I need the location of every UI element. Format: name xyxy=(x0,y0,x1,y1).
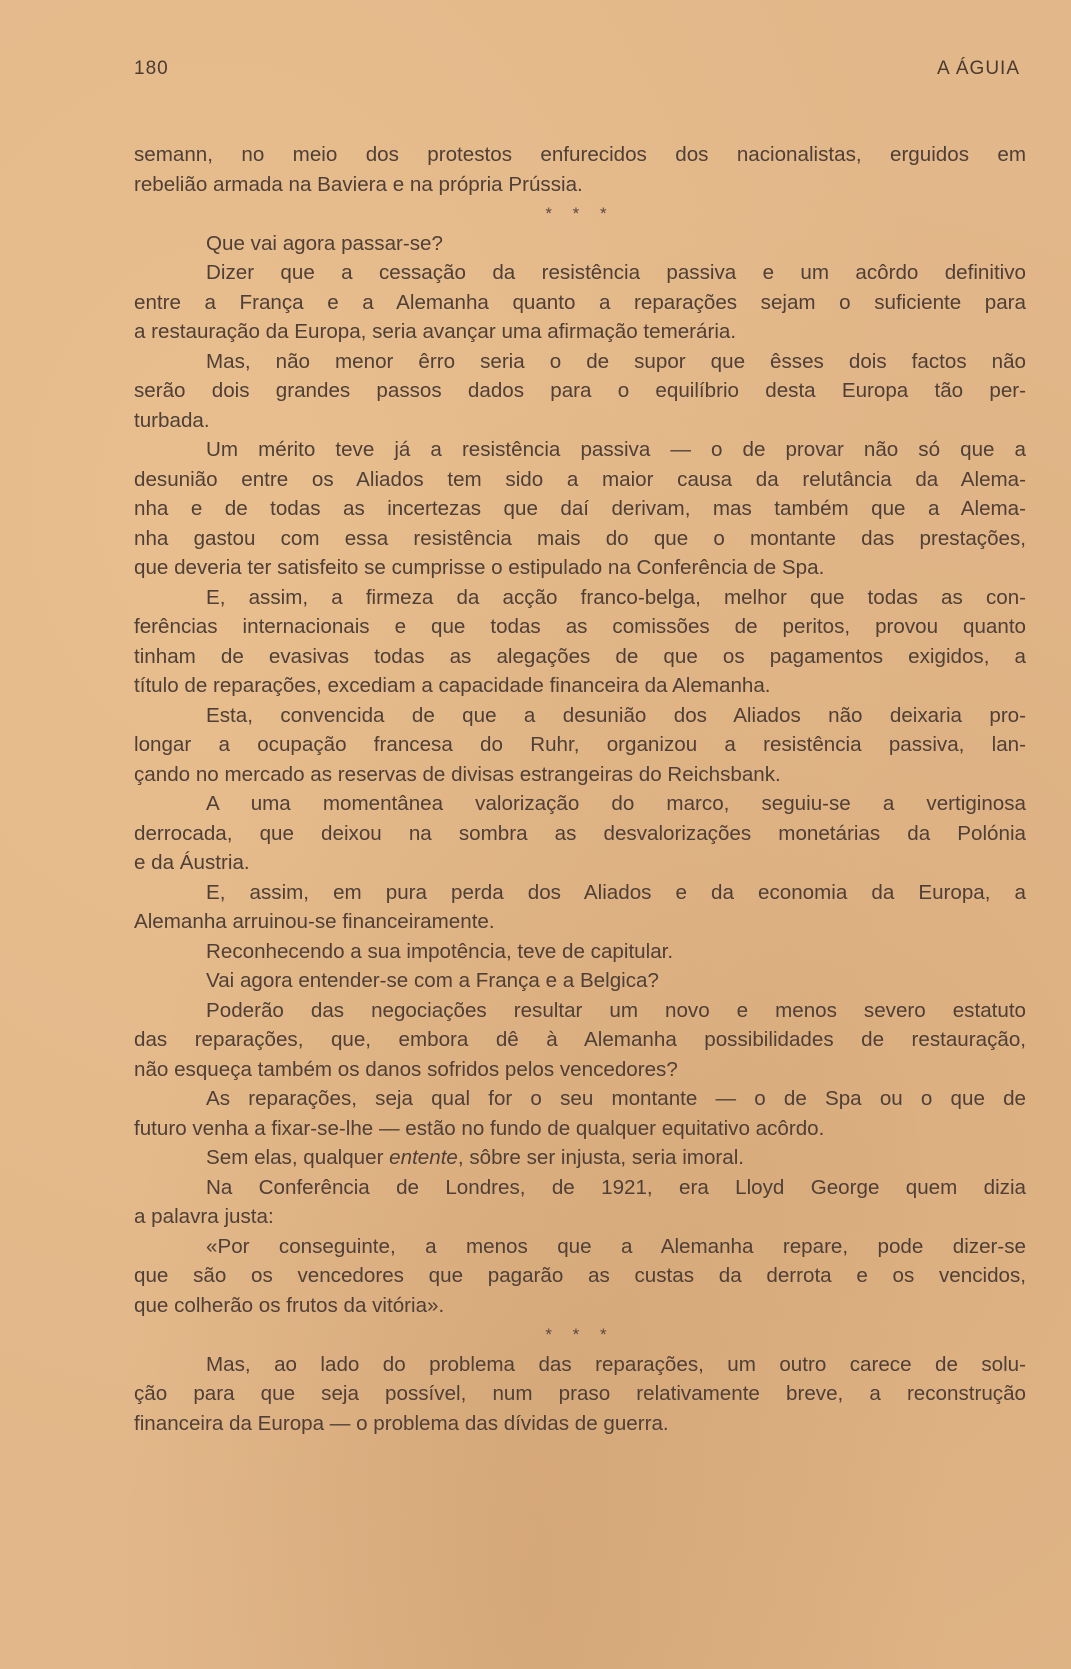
section-separator: * * * xyxy=(545,204,615,223)
text-line: Vai agora entender-se com a França e a Belgica? xyxy=(206,969,659,992)
paragraph xyxy=(134,1173,1026,1232)
paragraph xyxy=(134,701,1026,790)
paragraph xyxy=(134,878,1026,937)
text-line: longar a ocupação francesa do Ruhr, organizou a resistência passiva, lan- xyxy=(134,733,1026,756)
text-line: turbada. xyxy=(134,408,210,432)
text-line: que são os vencedores que pagarão as custas da derrota e os vencidos, xyxy=(134,1264,1026,1287)
text-line: Um mérito teve já a resistência passiva — o de provar não só que a xyxy=(206,438,1026,461)
paragraph xyxy=(134,966,1026,996)
text-line: ção para que seja possível, num praso relativamente breve, a reconstrução xyxy=(134,1382,1026,1405)
article-body xyxy=(134,140,1026,1438)
text-line: «Por conseguinte, a menos que a Alemanha repare, pode dizer-se xyxy=(206,1234,1026,1258)
text-line: A uma momentânea valorização do marco, seguiu-se a vertiginosa xyxy=(206,792,1026,815)
paragraph xyxy=(134,937,1026,967)
text-line: desunião entre os Aliados tem sido a maior causa da relutância da Alema- xyxy=(134,467,1026,491)
text-line: Reconhecendo a sua impotência, teve de capitular. xyxy=(206,939,674,963)
text-line: E, assim, a firmeza da acção franco-belga, melhor que todas as con- xyxy=(206,585,1026,609)
text-line: a restauração da Europa, seria avançar uma afirmação temerária. xyxy=(134,320,737,343)
text-line: das reparações, que, embora dê à Alemanha possibilidades de restauração, xyxy=(134,1028,1026,1051)
text-line: ferências internacionais e que todas as comissões de peritos, provou quanto xyxy=(134,615,1026,638)
text-line: çando no mercado as reservas de divisas estrangeiras do Reichsbank. xyxy=(134,762,781,786)
text-line: serão dois grandes passos dados para o equilíbrio desta Europa tão per- xyxy=(134,379,1026,402)
text-line: nha e de todas as incertezas que daí derivam, mas também que a Alema- xyxy=(134,497,1026,520)
paragraph xyxy=(134,229,1026,259)
text-line: e da Áustria. xyxy=(134,851,250,874)
text-line: Na Conferência de Londres, de 1921, era Lloyd George quem dizia xyxy=(206,1175,1026,1199)
paragraph xyxy=(134,258,1026,347)
text-line: As reparações, seja qual for o seu montante — o de Spa ou o que de xyxy=(206,1087,1026,1110)
text-line: Sem elas, qualquer entente, sôbre ser injusta, seria imoral. xyxy=(206,1146,745,1169)
paragraph xyxy=(134,583,1026,701)
text-line: rebelião armada na Baviera e na própria Prússia. xyxy=(134,172,583,196)
text-line: Mas, ao lado do problema das reparações, um outro carece de solu- xyxy=(206,1352,1026,1376)
text-line: Dizer que a cessação da resistência passiva e um acôrdo definitivo xyxy=(206,261,1026,284)
paragraph xyxy=(134,789,1026,878)
paragraph xyxy=(134,435,1026,583)
paragraph xyxy=(134,1350,1026,1439)
running-head xyxy=(134,58,1020,88)
text-line: entre a França e a Alemanha quanto a reparações sejam o suficiente para xyxy=(134,290,1026,314)
text-line: E, assim, em pura perda dos Aliados e da economia da Europa, a xyxy=(206,880,1026,904)
text-line: tinham de evasivas todas as alegações de que os pagamentos exigidos, a xyxy=(134,644,1026,668)
text-line: que deveria ter satisfeito se cumprisse o estipulado na Conferência de Spa. xyxy=(134,556,825,579)
text-line: derrocada, que deixou na sombra as desvalorizações monetárias da Polónia xyxy=(134,821,1026,845)
text-line: Poderão das negociações resultar um novo e menos severo estatuto xyxy=(206,998,1026,1022)
text-line: Alemanha arruinou-se financeiramente. xyxy=(134,910,495,933)
text-line: título de reparações, excediam a capacidade financeira da Alemanha. xyxy=(134,674,771,697)
text-line: a palavra justa: xyxy=(134,1205,274,1228)
paragraph xyxy=(134,1143,1026,1173)
paragraph xyxy=(134,1232,1026,1321)
text-line: Esta, convencida de que a desunião dos Aliados não deixaria pro- xyxy=(206,703,1026,727)
text-line: futuro venha a fixar-se-lhe — estão no fundo de qualquer equitativo acôrdo. xyxy=(134,1116,825,1140)
paragraph xyxy=(134,140,1026,199)
text-line: que colherão os frutos da vitória». xyxy=(134,1293,445,1317)
text-line: nha gastou com essa resistência mais do que o montante das prestações, xyxy=(134,526,1026,550)
page-number: 180 xyxy=(134,58,169,79)
text-line: semann, no meio dos protestos enfurecidos dos nacionalistas, erguidos em xyxy=(134,143,1026,166)
text-line: Mas, não menor êrro seria o de supor que êsses dois factos não xyxy=(206,349,1026,373)
text-line: Que vai agora passar-se? xyxy=(206,231,443,255)
paragraph xyxy=(134,347,1026,436)
journal-title: A ÁGUIA xyxy=(936,58,1020,79)
paragraph xyxy=(134,996,1026,1085)
section-separator: * * * xyxy=(545,1325,615,1344)
paragraph xyxy=(134,1084,1026,1143)
text-line: financeira da Europa — o problema das dívidas de guerra. xyxy=(134,1411,669,1435)
text-line: não esqueça também os danos sofridos pelos vencedores? xyxy=(134,1057,678,1081)
